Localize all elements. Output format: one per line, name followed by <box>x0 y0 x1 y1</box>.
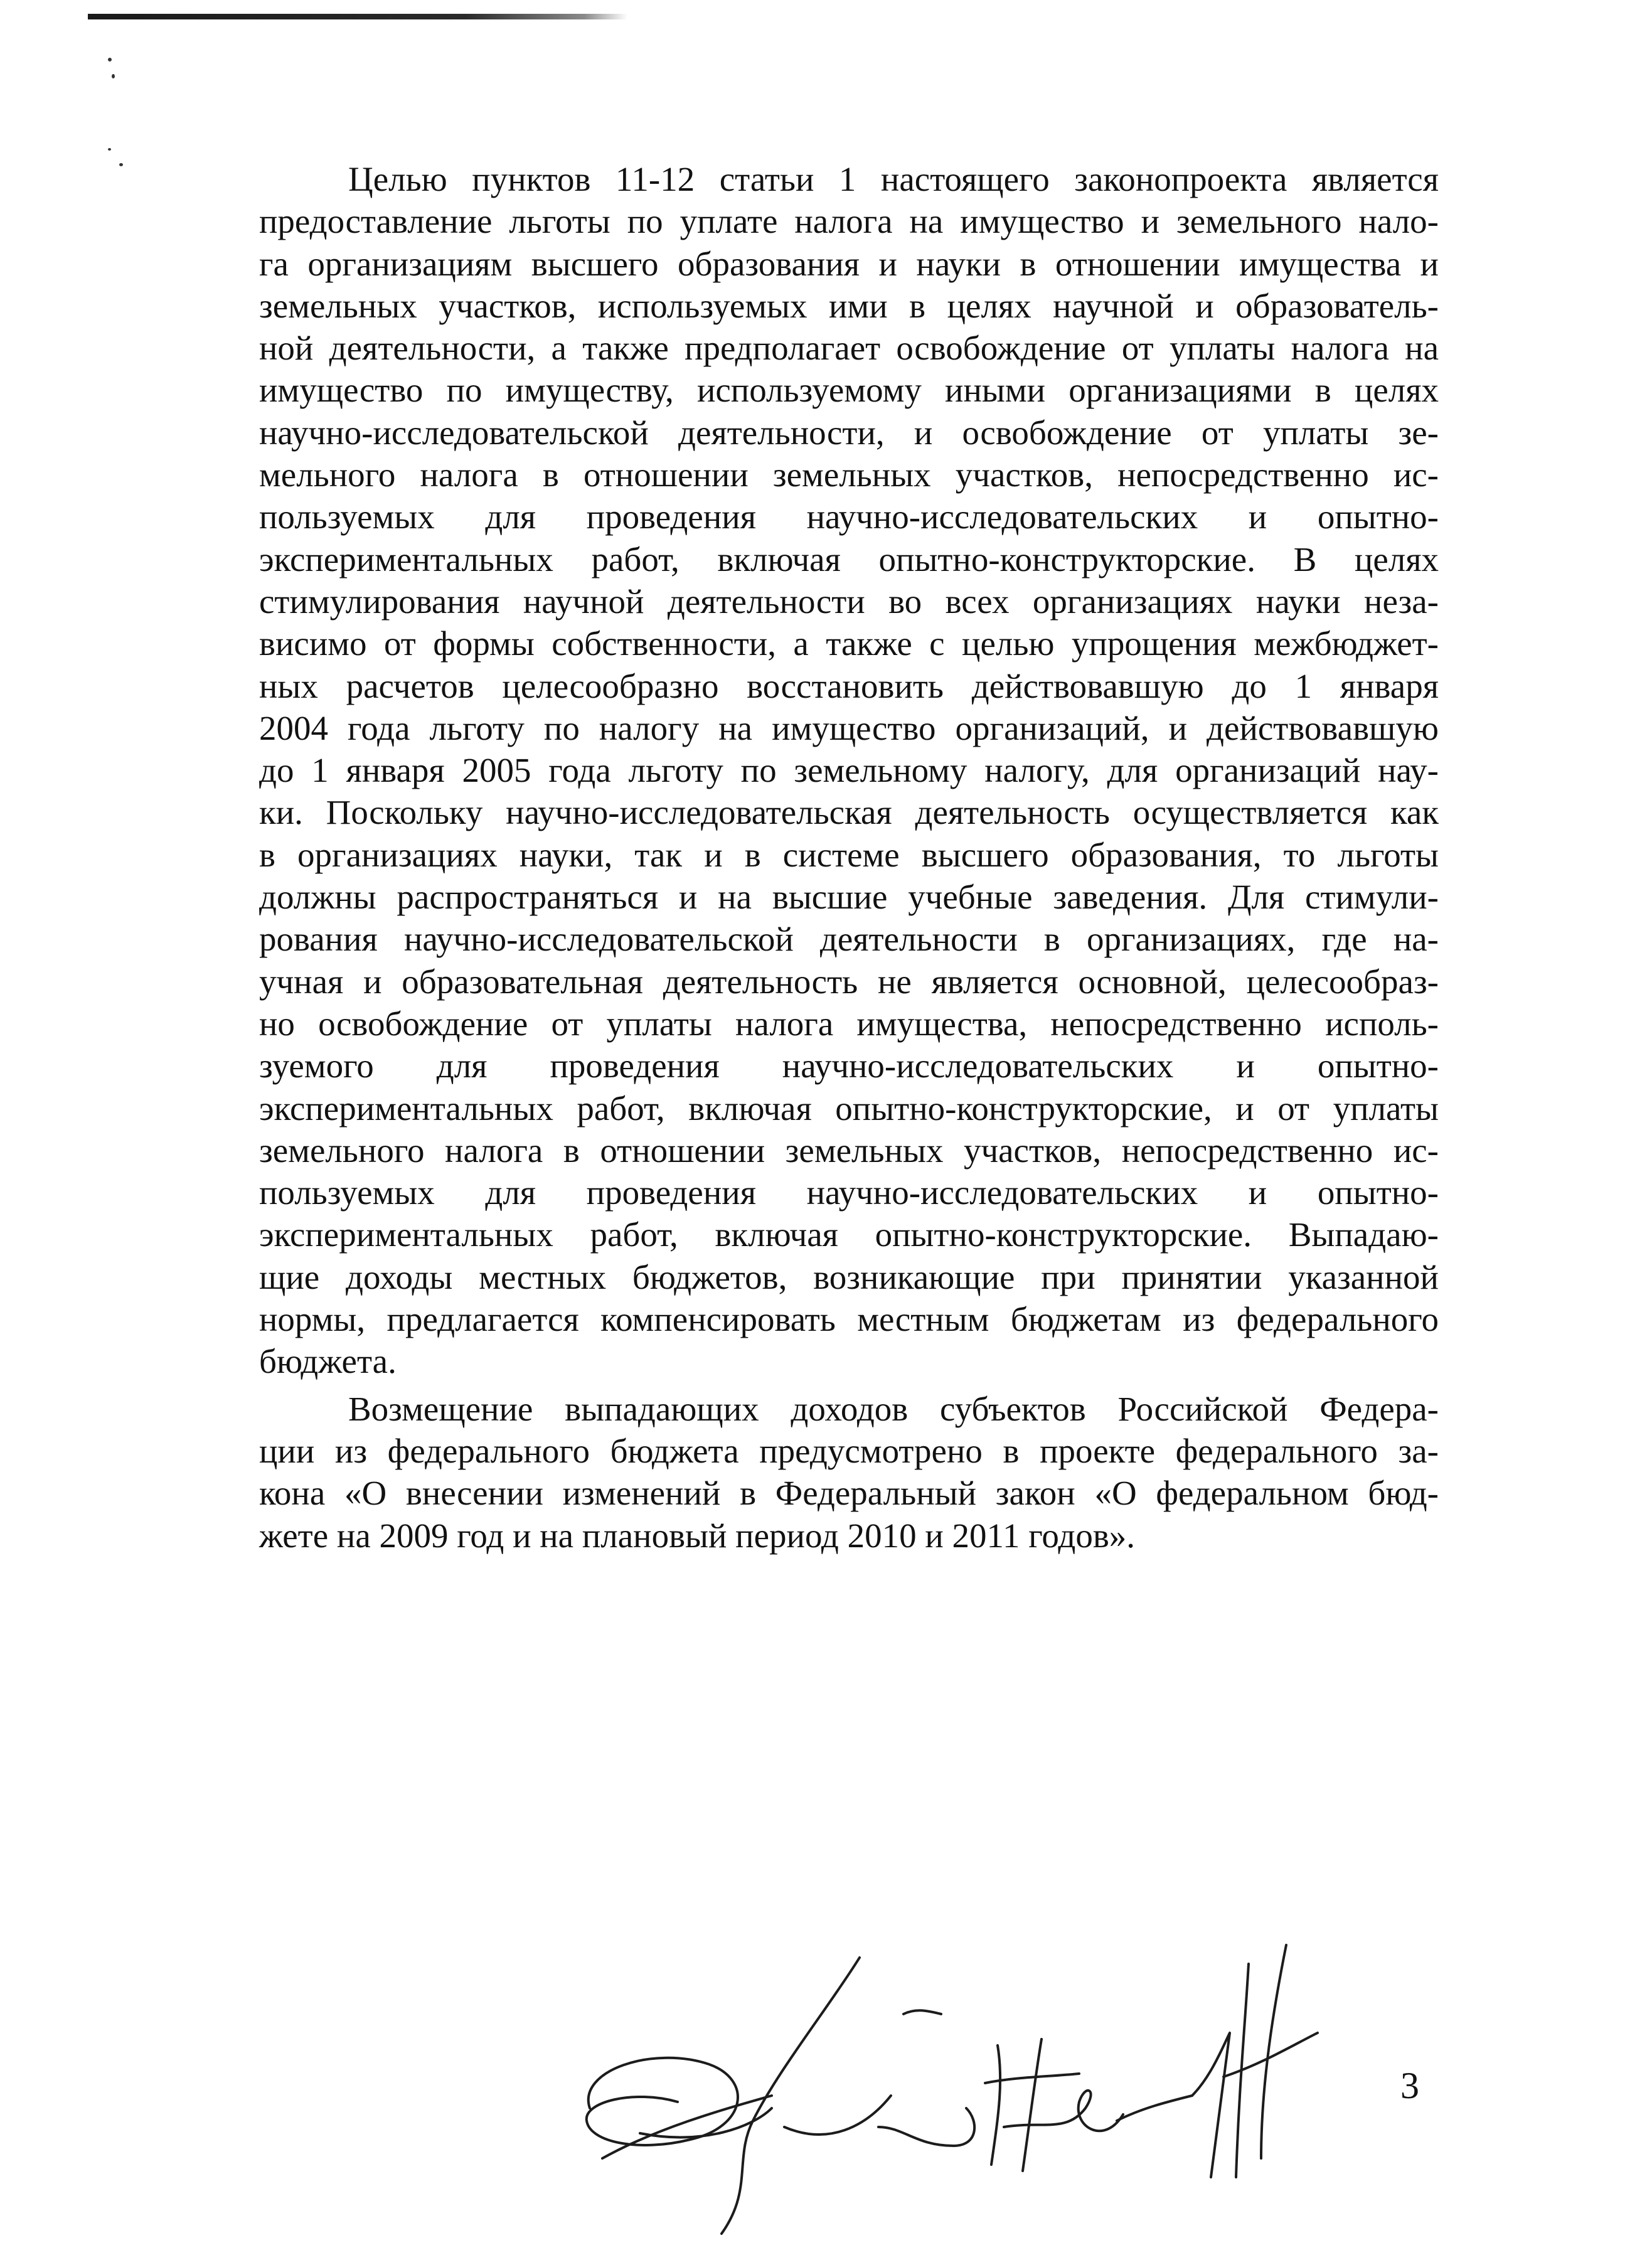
text-line: га организациям высшего образования и науки в отношении имущества и <box>259 244 1439 283</box>
text-line: кона «О внесении изменений в Федеральный закон «О федеральном бюд- <box>259 1474 1439 1513</box>
text-line: стимулирования научной деятельности во всех организациях науки неза- <box>259 582 1439 621</box>
text-line: ки. Поскольку научно-исследовательская деятельность осуществляется как <box>259 793 1439 832</box>
scan-speck <box>108 58 112 61</box>
text-line: экспериментальных работ, включая опытно-конструкторские, и от уплаты <box>259 1089 1439 1127</box>
text-line: должны распространяться и на высшие учебные заведения. Для стимули- <box>259 878 1439 917</box>
text-line: до 1 января 2005 года льготу по земельному налогу, для организаций нау- <box>259 751 1439 790</box>
text-line: пользуемых для проведения научно-исследовательских и опытно- <box>259 498 1439 536</box>
text-line: экспериментальных работ, включая опытно-конструкторские. Выпадаю- <box>259 1215 1439 1254</box>
text-line: рования научно-исследовательской деятельности в организациях, где на- <box>259 920 1439 959</box>
text-line: пользуемых для проведения научно-исследовательских и опытно- <box>259 1173 1439 1212</box>
text-line: 2004 года льготу по налогу на имущество организаций, и действовавшую <box>259 708 1439 747</box>
text-line: висимо от формы собственности, а также с целью упрощения межбюджет- <box>259 624 1439 663</box>
text-line: но освобождение от уплаты налога имущества, непосредственно исполь- <box>259 1004 1439 1043</box>
text-line: ции из федерального бюджета предусмотрено в проекте федерального за- <box>259 1431 1439 1470</box>
text-line: в организациях науки, так и в системе высшего образования, то льготы <box>259 835 1439 874</box>
text-line: Возмещение выпадающих доходов субъектов Российской Федера- <box>348 1389 1439 1428</box>
text-line: жете на 2009 год и на плановый период 2010 и 2011 годов». <box>259 1516 1136 1555</box>
scan-speck <box>112 74 115 78</box>
top-scan-rule <box>88 14 627 19</box>
text-line: ной деятельности, а также предполагает освобождение от уплаты налога на <box>259 329 1439 368</box>
text-line: предоставление льготы по уплате налога на имущество и земельного нало- <box>259 202 1439 241</box>
text-line: щие доходы местных бюджетов, возникающие при принятии указанной <box>259 1257 1439 1296</box>
text-line: имущество по имуществу, используемому иными организациями в целях <box>259 371 1439 410</box>
body-text <box>259 158 1439 1557</box>
text-line: бюджета. <box>259 1342 397 1381</box>
handwritten-signature <box>565 1920 1405 2246</box>
paragraph-1 <box>259 158 1439 1383</box>
text-line: земельных участков, используемых ими в целях научной и образователь- <box>259 286 1439 325</box>
text-line: земельного налога в отношении земельных участков, непосредственно ис- <box>259 1131 1439 1170</box>
text-line: мельного налога в отношении земельных участков, непосредственно ис- <box>259 456 1439 494</box>
text-line: нормы, предлагается компенсировать местным бюджетам из федерального <box>259 1300 1439 1339</box>
text-line: ных расчетов целесообразно восстановить действовавшую до 1 января <box>259 666 1439 705</box>
scan-speck <box>108 148 111 151</box>
text-line: Целью пунктов 11-12 статьи 1 настоящего законопроекта является <box>348 160 1439 198</box>
text-line: учная и образовательная деятельность не является основной, целесообраз- <box>259 962 1439 1001</box>
text-line: зуемого для проведения научно-исследовательских и опытно- <box>259 1047 1439 1085</box>
text-line: экспериментальных работ, включая опытно-конструкторские. В целях <box>259 540 1439 578</box>
text-line: научно-исследовательской деятельности, и освобождение от уплаты зе- <box>259 413 1439 452</box>
paragraph-2 <box>259 1388 1439 1557</box>
paragraph-gap <box>259 1383 1439 1388</box>
scan-speck <box>119 163 123 166</box>
page-number: 3 <box>1400 2065 1419 2106</box>
